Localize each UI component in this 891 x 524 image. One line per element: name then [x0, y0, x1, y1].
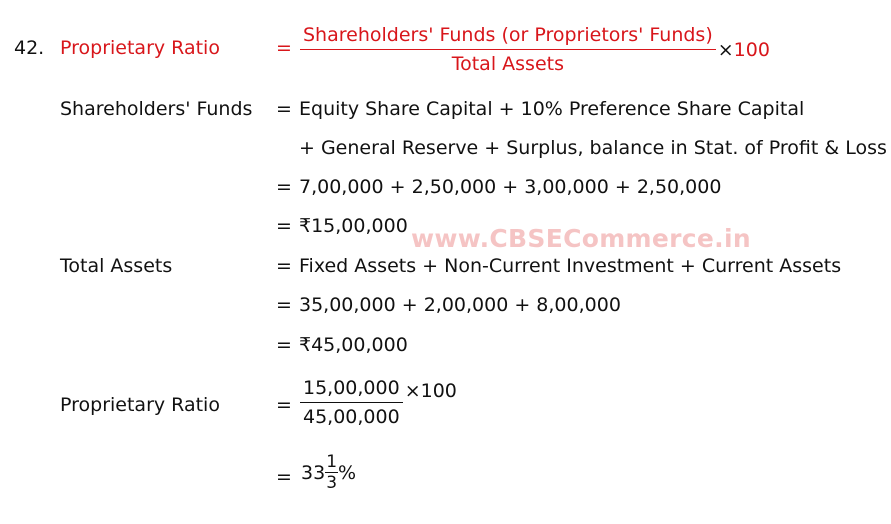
shareholders-funds-line-2: + General Reserve + Surplus, balance in Stat. of Profit & Loss [299, 137, 887, 159]
shareholders-funds-line-1: Equity Share Capital + 10% Preference Share Capital [299, 98, 805, 120]
total-assets-equals-1: = [276, 255, 292, 277]
ratio-calc-times: × [404, 379, 421, 402]
ratio-calc-frac-num: 1 [326, 452, 338, 472]
ratio-calc-fraction [300, 376, 457, 429]
total-assets-result: ₹45,00,000 [299, 334, 408, 356]
formula-denominator: Total Assets [451, 53, 564, 75]
question-number: 42. [14, 37, 45, 59]
ratio-calc-numerator: 15,00,000 [300, 376, 403, 403]
ratio-calc-denominator: 45,00,000 [303, 406, 400, 428]
formula-label: Proprietary Ratio [60, 37, 220, 59]
ratio-calc-equals-2: = [276, 466, 292, 488]
formula-fraction-bar [300, 23, 716, 76]
shareholders-funds-equals-2: = [276, 176, 292, 198]
formula-equals: = [276, 37, 292, 59]
ratio-calc-mixed-fraction [325, 452, 338, 493]
total-assets-line-1: Fixed Assets + Non-Current Investment + Current Assets [299, 255, 842, 277]
shareholders-funds-label: Shareholders' Funds [60, 98, 253, 120]
ratio-calc-multiplier: 100 [420, 379, 457, 402]
formula-multiplier: 100 [733, 38, 770, 61]
shareholders-funds-equals-1: = [276, 98, 292, 120]
total-assets-line-2: 35,00,000 + 2,00,000 + 8,00,000 [299, 294, 621, 316]
total-assets-label: Total Assets [60, 255, 173, 277]
ratio-calc-equals-1: = [276, 394, 292, 416]
total-assets-equals-2: = [276, 294, 292, 316]
watermark: www.CBSECommerce.in [411, 224, 751, 253]
shareholders-funds-equals-3: = [276, 215, 292, 237]
ratio-calc-result [301, 452, 356, 493]
shareholders-funds-result: ₹15,00,000 [299, 215, 408, 237]
formula-fraction [300, 23, 770, 76]
ratio-calc-fraction-bar [300, 376, 403, 429]
ratio-calc-label: Proprietary Ratio [60, 394, 220, 416]
ratio-calc-percent: % [338, 461, 357, 484]
formula-times: × [717, 38, 734, 61]
ratio-calc-whole: 33 [301, 461, 326, 484]
shareholders-funds-line-3: 7,00,000 + 2,50,000 + 3,00,000 + 2,50,000 [299, 176, 722, 198]
ratio-calc-frac-den: 3 [326, 473, 338, 493]
total-assets-equals-3: = [276, 334, 292, 356]
formula-numerator: Shareholders' Funds (or Proprietors' Funds) [300, 23, 716, 50]
